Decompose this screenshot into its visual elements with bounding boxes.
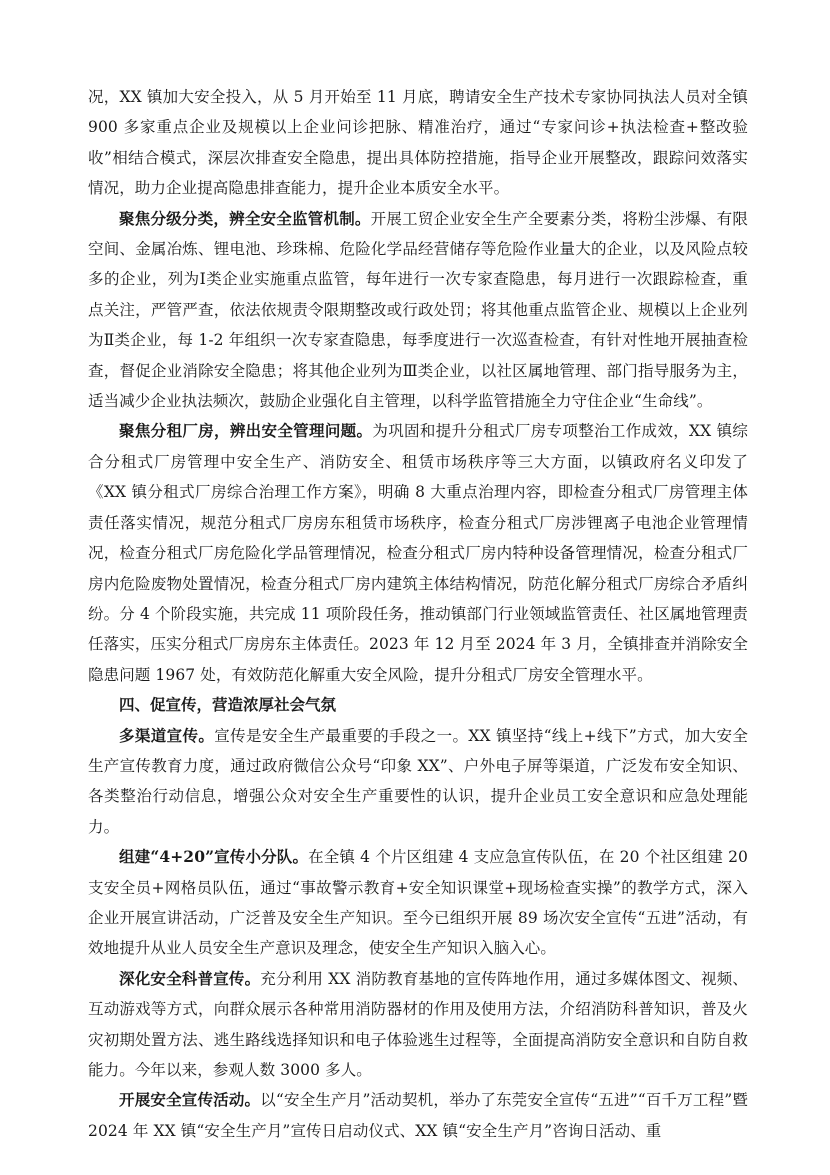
paragraph-3-text: 为巩固和提升分租式厂房专项整治工作成效，XX 镇综合分租式厂房管理中安全生产、消防安全、租赁市场秩序等三大方面，以镇政府名义印发了《XX 镇分租式厂房综合治理工作方案》，明确 8 大重点治理内容，即检查分租式厂房管理主体责任落实情况，规范分租式厂房房东租赁市场秩序，检查分租式厂房涉锂离子电池企业管理情况，检查分租式厂房危险化学品管理情况，检查分租式厂房内特种设备管理情况，检查分租式厂房内危险废物处置情况，检查分租式厂房内建筑主体结构情况，防范化解分租式厂房综合矛盾纠纷。分 4 个阶段实施，共完成 11 项阶段任务，推动镇部门行业领域监管责任、社区属地管理责任落实，压实分租式厂房房东主体责任。2023 年 12 月至 2024 年 3 月，全镇排查并消除安全隐患问题 1967 处，有效防范化解重大安全风险，提升分租式厂房安全管理水平。 [88,422,749,684]
paragraph-1-text: 况，XX 镇加大安全投入，从 5 月开始至 11 月底，聘请安全生产技术专家协同执法人员对全镇 900 多家重点企业及规模以上企业问诊把脉、精准治疗，通过“专家问诊+执法检查+整改验收”相结合模式，深层次排查安全隐患，提出具体防控措施，指导企业开展整改，跟踪问效落实情况，助力企业提高隐患排查能力，提升企业本质安全水平。 [88,88,748,198]
paragraph-6-lead: 深化安全科普宣传。 [119,968,261,988]
paragraph-1 [88,82,748,204]
paragraph-3-lead: 聚焦分租厂房，辨出安全管理问题。 [119,421,373,441]
paragraph-5-lead: 组建“4+20”宣传小分队。 [119,847,309,867]
paragraph-2-text: 开展工贸企业安全生产全要素分类，将粉尘涉爆、有限空间、金属冶炼、锂电池、珍珠棉、危险化学品经营储存等危险作业量大的企业，以及风险点较多的企业，列为Ⅰ类企业实施重点监管，每年进行一次专家查隐患，每月进行一次跟踪检查，重点关注，严管严查，依法依规责令限期整改或行政处罚；将其他重点监管企业、规模以上企业列为Ⅱ类企业，每 1-2 年组织一次专家查隐患，每季度进行一次巡查检查，有针对性地开展抽查检查，督促企业消除安全隐患；将其他企业列为Ⅲ类企业，以社区属地管理、部门指导服务为主，适当减少企业执法频次，鼓励企业强化自主管理，以科学监管措施全力守住企业“生命线”。 [88,209,748,411]
paragraph-5-text: 在全镇 4 个片区组建 4 支应急宣传队伍，在 20 个社区组建 20 支安全员+网格员队伍，通过“事故警示教育+安全知识课堂+现场检查实操”的教学方式，深入企业开展宣讲活动，广泛普及安全生产知识。至今已组织开展 89 场次安全宣传“五进”活动，有效地提升从业人员安全生产意识及理念，使安全生产知识入脑入心。 [88,848,748,958]
paragraph-2 [88,204,748,417]
paragraph-4-lead: 多渠道宣传。 [119,725,215,745]
paragraph-5 [88,842,748,964]
section-heading: 四、促宣传，营造浓厚社会气氛 [119,695,337,715]
paragraph-6-text: 充分利用 XX 消防教育基地的宣传阵地作用，通过多媒体图文、视频、互动游戏等方式，向群众展示各种常用消防器材的作用及使用方法，介绍消防科普知识，普及火灾初期处置方法、逃生路线选择知识和电子体验逃生过程等，全面提高消防安全意识和自防自救能力。今年以来，参观人数 3000 多人。 [88,969,748,1079]
paragraph-2-lead: 聚焦分级分类，辨全安全监管机制。 [119,208,371,228]
paragraph-6 [88,964,748,1086]
paragraph-7 [88,1085,748,1146]
paragraph-4-text: 宣传是安全生产最重要的手段之一。XX 镇坚持“线上+线下”方式，加大安全生产宣传教育力度，通过政府微信公众号“印象 XX”、户外电子屏等渠道，广泛发布安全知识、各类整治行动信息，增强公众对安全生产重要性的认识，提升企业员工安全意识和应急处理能力。 [88,726,748,836]
paragraph-3 [88,416,748,690]
document-page [88,82,748,1146]
paragraph-7-lead: 开展安全宣传活动。 [119,1090,261,1110]
paragraph-4 [88,721,748,843]
paragraph-7-text: 以“安全生产月”活动契机，举办了东莞安全宣传“五进”“百千万工程”暨 2024 年 XX 镇“安全生产月”宣传日启动仪式、XX 镇“安全生产月”咨询日活动、重 [88,1091,748,1140]
